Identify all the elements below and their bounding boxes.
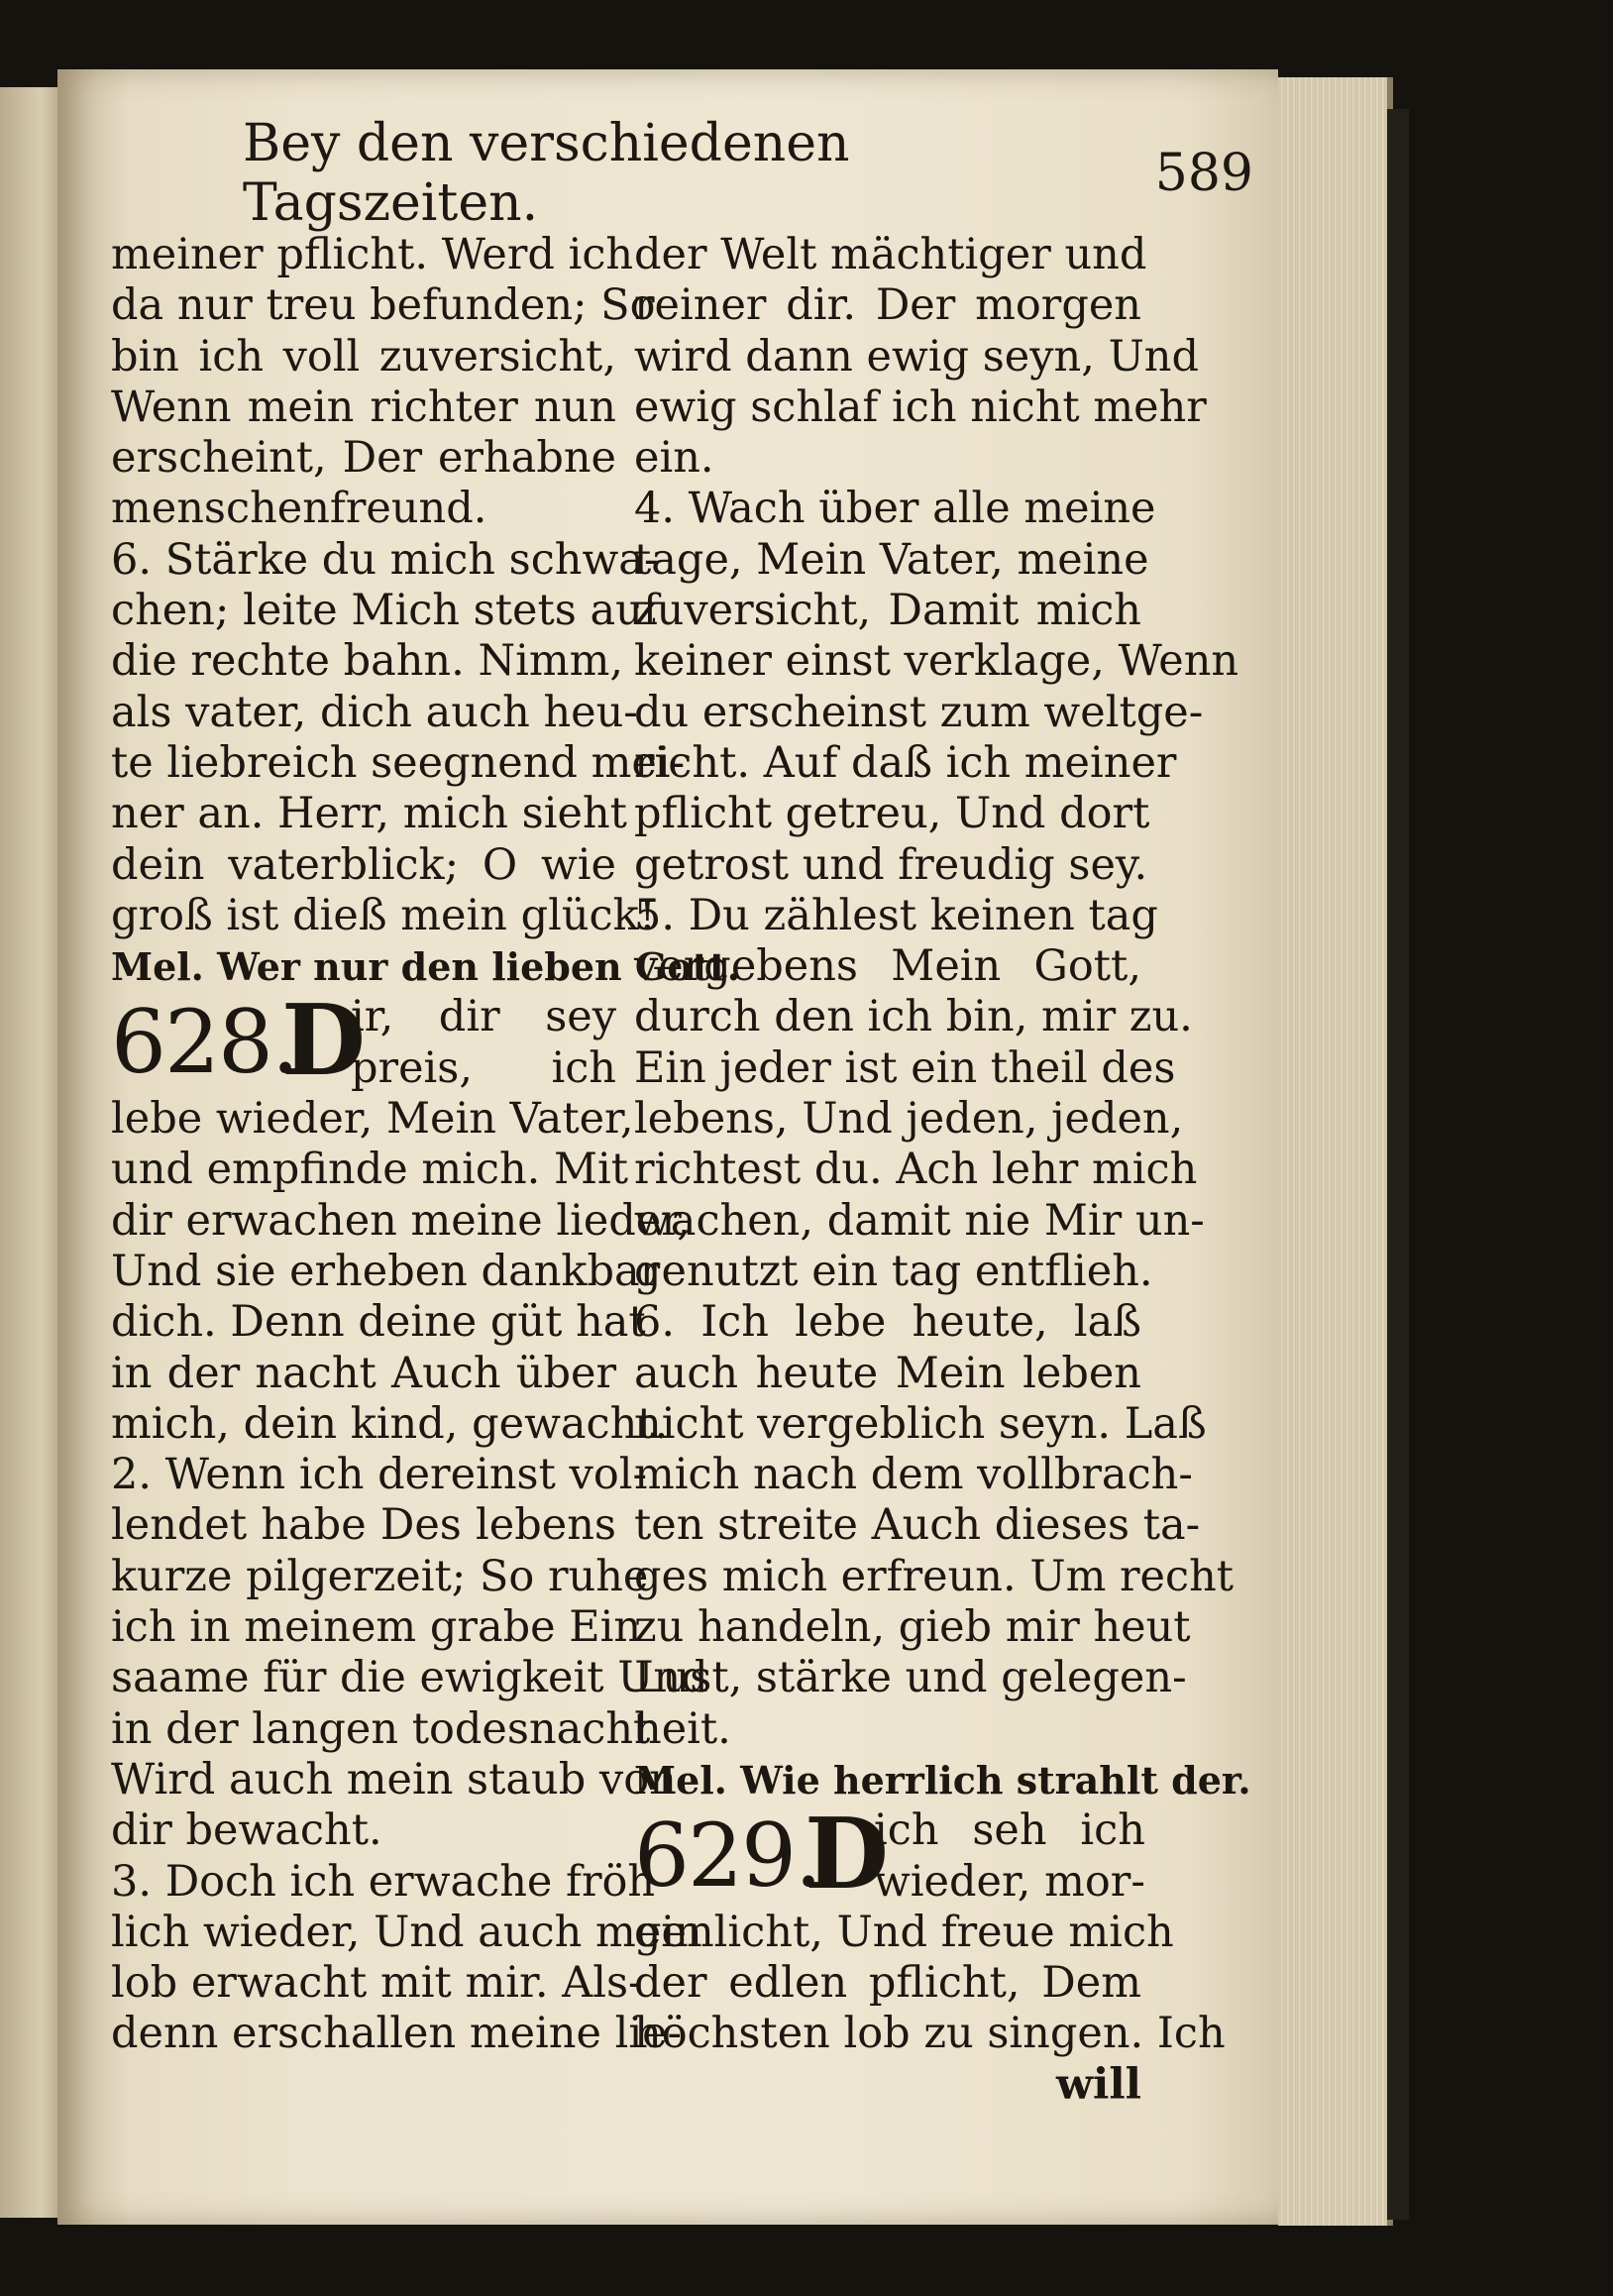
- text-line: reiner dir. Der morgen: [634, 280, 1141, 331]
- text-line: Lust, stärke und gelegen-: [634, 1653, 1187, 1703]
- text-line: wieder, mor-: [874, 1856, 1145, 1907]
- text-line: richt. Auf daß ich meiner: [634, 737, 1177, 788]
- text-line: 5. Du zählest keinen tag: [634, 890, 1158, 940]
- text-line: saame für die ewigkeit Und: [111, 1653, 708, 1703]
- text-line: tage, Mein Vater, meine: [634, 534, 1149, 585]
- text-line: mich nach dem vollbrach-: [634, 1450, 1193, 1500]
- text-line: dich. Denn deine güt hat: [111, 1297, 646, 1348]
- hymn-heading-629: [634, 1798, 1145, 1913]
- drop-initial: D: [805, 1798, 889, 1913]
- page-stack-edges: [1278, 77, 1393, 2226]
- text-line: lebe wieder, Mein Vater,: [111, 1094, 634, 1145]
- text-line: der edlen pflicht, Dem: [634, 1958, 1141, 2009]
- text-line: ein.: [634, 433, 714, 484]
- text-line: 2. Wenn ich dereinst vol-: [111, 1450, 647, 1500]
- text-line: bin ich voll zuversicht,: [111, 331, 616, 382]
- text-line: genlicht, Und freue mich: [634, 1907, 1174, 1957]
- text-line: durch den ich bin, mir zu.: [634, 992, 1193, 1042]
- text-line: ich in meinem grabe Ein: [111, 1602, 642, 1653]
- text-line: Ein jeder ist ein theil des: [634, 1042, 1176, 1093]
- text-line: in der langen todesnacht: [111, 1703, 651, 1754]
- text-line: wachen, damit nie Mir un-: [634, 1195, 1205, 1246]
- page-header: [243, 114, 1253, 233]
- hymn-number: 628.: [111, 991, 297, 1094]
- running-title: Bey den verschiedenen Tagszeiten.: [243, 114, 850, 233]
- text-line: in der nacht Auch über: [111, 1348, 616, 1398]
- catchword: will: [1055, 2059, 1141, 2110]
- text-line: meiner pflicht. Werd ich: [111, 230, 634, 279]
- text-line: lebens, Und jeden, jeden,: [634, 1094, 1184, 1145]
- text-line: 6. Ich lebe heute, laß: [634, 1297, 1141, 1348]
- text-line: Und sie erheben dankbar: [111, 1246, 661, 1296]
- text-line: dir erwachen meine lieder,: [111, 1195, 691, 1246]
- text-line: ten streite Auch dieses ta-: [634, 1500, 1201, 1551]
- text-line: heit.: [634, 1703, 731, 1754]
- text-line: ges mich erfreun. Um recht: [634, 1551, 1235, 1601]
- text-line: dir bewacht.: [111, 1805, 382, 1856]
- melody-line: Mel. Wer nur den lieben Gott.: [111, 944, 741, 990]
- text-line: te liebreich seegnend mei-: [111, 737, 686, 788]
- text-line: ner an. Herr, mich sieht: [111, 789, 627, 839]
- text-line: lich wieder, Und auch mein: [111, 1907, 702, 1957]
- hymn-number: 629.: [634, 1804, 820, 1908]
- text-line: genutzt ein tag entflieh.: [634, 1246, 1153, 1296]
- text-line: preis, ich: [351, 1042, 616, 1093]
- book-cover: [1387, 109, 1409, 2220]
- text-line: denn erschallen meine lie-: [111, 2009, 683, 2059]
- text-line: 6. Stärke du mich schwa-: [111, 534, 659, 585]
- text-line: wird dann ewig seyn, Und: [634, 331, 1200, 382]
- text-line: mich, dein kind, gewacht.: [111, 1398, 669, 1449]
- text-line: zu handeln, gieb mir heut: [634, 1602, 1191, 1653]
- text-line: lob erwacht mit mir. Als-: [111, 1958, 643, 2009]
- text-line: und empfinde mich. Mit: [111, 1145, 629, 1195]
- text-line: als vater, dich auch heu-: [111, 687, 638, 737]
- text-line: groß ist dieß mein glück!: [111, 890, 656, 940]
- text-line: da nur treu befunden; So: [111, 280, 656, 331]
- text-line: menschenfreund.: [111, 484, 487, 534]
- text-line: Wenn mein richter nun: [111, 382, 616, 432]
- text-line: getrost und freudig sey.: [634, 839, 1148, 890]
- hymn-heading-628: [111, 984, 616, 1099]
- text-line: richtest du. Ach lehr mich: [634, 1145, 1198, 1195]
- text-line: die rechte bahn. Nimm,: [111, 636, 624, 687]
- text-line: nicht vergeblich seyn. Laß: [634, 1398, 1207, 1449]
- text-line: auch heute Mein leben: [634, 1348, 1141, 1398]
- right-column: [634, 230, 1251, 2113]
- text-line: pflicht getreu, Und dort: [634, 789, 1150, 839]
- text-line: 3. Doch ich erwache fröh-: [111, 1856, 670, 1907]
- text-line: der Welt mächtiger und: [634, 230, 1147, 279]
- text-line: Wird auch mein staub von: [111, 1754, 677, 1804]
- drop-initial: D: [281, 984, 366, 1099]
- text-line: du erscheinst zum weltge-: [634, 687, 1204, 737]
- text-line: keiner einst verklage, Wenn: [634, 636, 1239, 687]
- text-line: 4. Wach über alle meine: [634, 484, 1156, 534]
- text-line: kurze pilgerzeit; So ruhe: [111, 1551, 649, 1601]
- melody-line: Mel. Wie herrlich strahlt der.: [634, 1757, 1251, 1803]
- text-line: höchsten lob zu singen. Ich: [634, 2009, 1226, 2059]
- page-number: 589: [1154, 144, 1253, 203]
- text-line: lendet habe Des lebens: [111, 1500, 616, 1551]
- text-line: ewig schlaf ich nicht mehr: [634, 382, 1207, 432]
- text-line: erscheint, Der erhabne: [111, 433, 616, 484]
- text-line: dein vaterblick; O wie: [111, 839, 616, 890]
- text-line: chen; leite Mich stets auf: [111, 586, 659, 636]
- text-line: ich seh ich: [874, 1805, 1145, 1856]
- text-line: vergebens Mein Gott,: [634, 941, 1141, 992]
- text-line: zuversicht, Damit mich: [634, 586, 1141, 636]
- text-line: ir, dir sey: [351, 992, 616, 1042]
